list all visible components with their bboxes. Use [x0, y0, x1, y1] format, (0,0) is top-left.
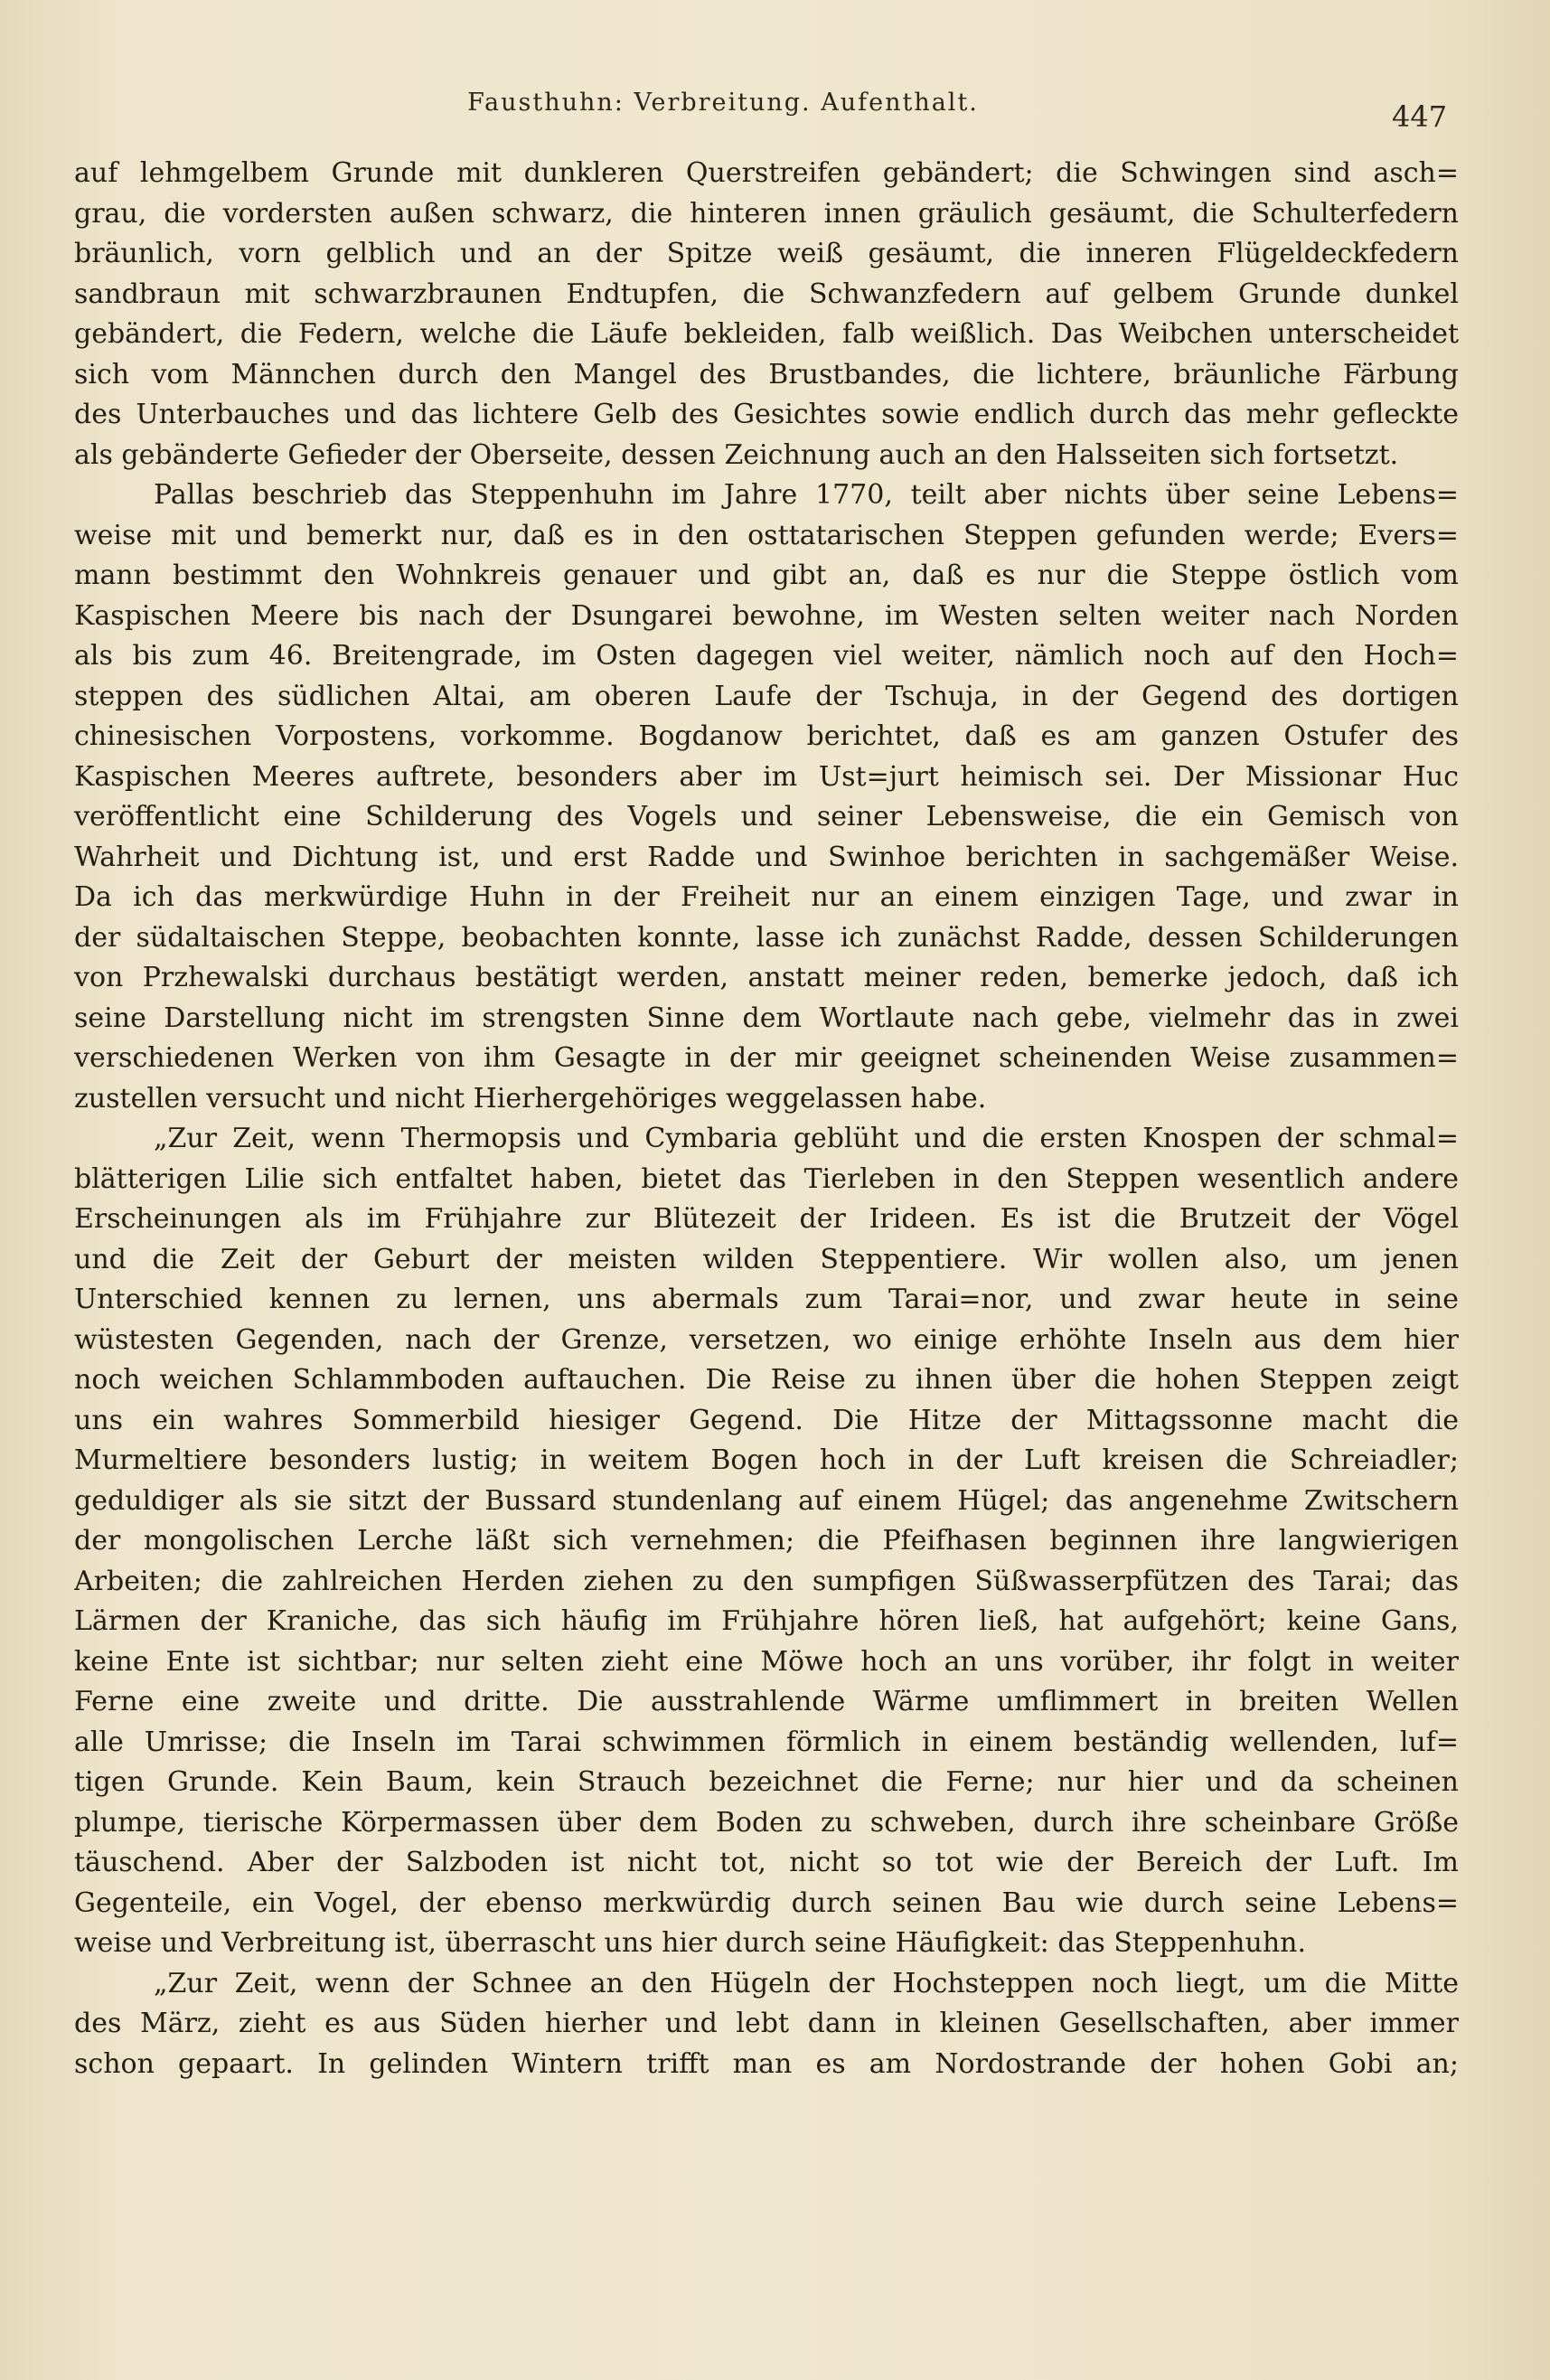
text-line: Ferne eine zweite und dritte. Die ausstrahlende Wärme umflimmert in breiten Wellen [74, 1686, 1459, 1717]
text-line: tigen Grunde. Kein Baum, kein Strauch bezeichnet die Ferne; nur hier und da scheinen [74, 1766, 1459, 1798]
text-line: Lärmen der Kraniche, das sich häufig im Frühjahre hören ließ, hat aufgehört; keine Gans, [74, 1605, 1459, 1637]
text-line: Da ich das merkwürdige Huhn in der Freiheit nur an einem einzigen Tage, und zwar in [74, 881, 1459, 913]
text-line: weise mit und bemerkt nur, daß es in den osttatarischen Steppen gefunden werde; Evers= [74, 519, 1459, 551]
text-line: des März, zieht es aus Süden hierher und lebt dann in kleinen Gesellschaften, aber immer [74, 2008, 1459, 2039]
text-line: seine Darstellung nicht im strengsten Sinne dem Wortlaute nach gebe, vielmehr das in zwei [74, 1002, 1459, 1034]
text-line: auf lehmgelbem Grunde mit dunkleren Querstreifen gebändert; die Schwingen sind asch= [74, 157, 1459, 189]
text-line: der südaltaischen Steppe, beobachten konnte, lasse ich zunächst Radde, dessen Schilderungen [74, 921, 1459, 954]
text-line: von Przhewalski durchaus bestätigt werden, anstatt meiner reden, bemerke jedoch, daß ich [74, 962, 1459, 993]
text-line: geduldiger als sie sitzt der Bussard stundenlang auf einem Hügel; das angenehme Zwitschern [74, 1484, 1459, 1517]
text-line: „Zur Zeit, wenn der Schnee an den Hügeln der Hochsteppen noch liegt, um die Mitte [154, 1967, 1459, 1999]
text-line: des Unterbauches und das lichtere Gelb des Gesichtes sowie endlich durch das mehr gefleckte [74, 399, 1459, 430]
text-line: weise und Verbreitung ist, überrascht uns hier durch seine Häufigkeit: das Steppenhuhn. [74, 1927, 1307, 1959]
text-line: Kaspischen Meere bis nach der Dsungarei bewohne, im Westen selten weiter nach Norden [74, 599, 1459, 632]
text-line: täuschend. Aber der Salzboden ist nicht tot, nicht so tot wie der Bereich der Luft. Im [74, 1847, 1459, 1878]
text-line: Wahrheit und Dichtung ist, und erst Radde und Swinhoe berichten in sachgemäßer Weise. [74, 841, 1459, 873]
text-line: sandbraun mit schwarzbraunen Endtupfen, die Schwanzfedern auf gelbem Grunde dunkel [74, 278, 1459, 310]
text-line: Gegenteile, ein Vogel, der ebenso merkwürdig durch seinen Bau wie durch seine Lebens= [74, 1886, 1459, 1919]
text-line: veröffentlicht eine Schilderung des Vogels und seiner Lebensweise, die ein Gemisch von [74, 801, 1459, 833]
text-line: blätterigen Lilie sich entfaltet haben, bietet das Tierleben in den Steppen wesentlich andere [74, 1162, 1459, 1195]
page-number: 447 [1392, 99, 1448, 134]
text-line: noch weichen Schlammboden auftauchen. Die Reise zu ihnen über die hohen Steppen zeigt [74, 1364, 1459, 1396]
text-line: „Zur Zeit, wenn Thermopsis und Cymbaria geblüht und die ersten Knospen der schmal= [154, 1123, 1459, 1154]
running-head: Fausthuhn: Verbreitung. Aufenthalt. [467, 89, 979, 117]
text-line: der mongolischen Lerche läßt sich vernehmen; die Pfeifhasen beginnen ihre langwierigen [74, 1525, 1459, 1557]
text-line: Arbeiten; die zahlreichen Herden ziehen zu den sumpfigen Süßwasserpfützen des Tarai; das [74, 1565, 1459, 1597]
text-line: uns ein wahres Sommerbild hiesiger Gegend. Die Hitze der Mittagssonne macht die [74, 1404, 1459, 1436]
text-line: steppen des südlichen Altai, am oberen Laufe der Tschuja, in der Gegend des dortigen [74, 680, 1459, 712]
text-line: alle Umrisse; die Inseln im Tarai schwimmen förmlich in einem beständig wellenden, luf= [74, 1726, 1459, 1758]
text-line: Pallas beschrieb das Steppenhuhn im Jahre 1770, teilt aber nichts über seine Lebens= [154, 479, 1459, 511]
text-line: als gebänderte Gefieder der Oberseite, dessen Zeichnung auch an den Halsseiten sich fortsetzt. [74, 438, 1399, 471]
text-line: sich vom Männchen durch den Mangel des Brustbandes, die lichtere, bräunliche Färbung [74, 358, 1459, 390]
text-line: Unterschied kennen zu lernen, uns abermals zum Tarai=nor, und zwar heute in seine [74, 1284, 1459, 1315]
text-line: plumpe, tierische Körpermassen über dem Boden zu schweben, durch ihre scheinbare Größe [74, 1806, 1459, 1839]
text-line: und die Zeit der Geburt der meisten wilden Steppentiere. Wir wollen also, um jenen [74, 1243, 1459, 1275]
text-line: Erscheinungen als im Frühjahre zur Blütezeit der Irideen. Es ist die Brutzeit der Vögel [74, 1203, 1459, 1235]
text-line: zustellen versucht und nicht Hierhergehöriges weggelassen habe. [74, 1082, 987, 1115]
text-line: mann bestimmt den Wohnkreis genauer und gibt an, daß es nur die Steppe östlich vom [74, 560, 1459, 591]
text-line: bräunlich, vorn gelblich und an der Spitze weiß gesäumt, die inneren Flügeldeckfedern [74, 238, 1459, 269]
text-line: gebändert, die Federn, welche die Läufe bekleiden, falb weißlich. Das Weibchen unterscheidet [74, 318, 1459, 350]
text-line: Kaspischen Meeres auftrete, besonders aber im Ust=jurt heimisch sei. Der Missionar Huc [74, 760, 1459, 793]
text-line: keine Ente ist sichtbar; nur selten zieht eine Möwe hoch an uns vorüber, ihr folgt in weiter [74, 1645, 1459, 1678]
text-line: grau, die vordersten außen schwarz, die hinteren innen gräulich gesäumt, die Schulterfedern [74, 197, 1459, 230]
text-line: chinesischen Vorpostens, vorkomme. Bogdanow berichtet, daß es am ganzen Ostufer des [74, 720, 1459, 752]
text-line: wüstesten Gegenden, nach der Grenze, versetzen, wo einige erhöhte Inseln aus dem hier [74, 1323, 1459, 1356]
text-line: schon gepaart. In gelinden Wintern trifft man es am Nordostrande der hohen Gobi an; [74, 2047, 1459, 2080]
body-text [74, 154, 1459, 2084]
text-line: Murmeltiere besonders lustig; in weitem Bogen hoch in der Luft kreisen die Schreiadler; [74, 1444, 1459, 1476]
text-line: verschiedenen Werken von ihm Gesagte in der mir geeignet scheinenden Weise zusammen= [74, 1042, 1459, 1074]
text-line: als bis zum 46. Breitengrade, im Osten dagegen viel weiter, nämlich noch auf den Hoch= [74, 640, 1459, 672]
